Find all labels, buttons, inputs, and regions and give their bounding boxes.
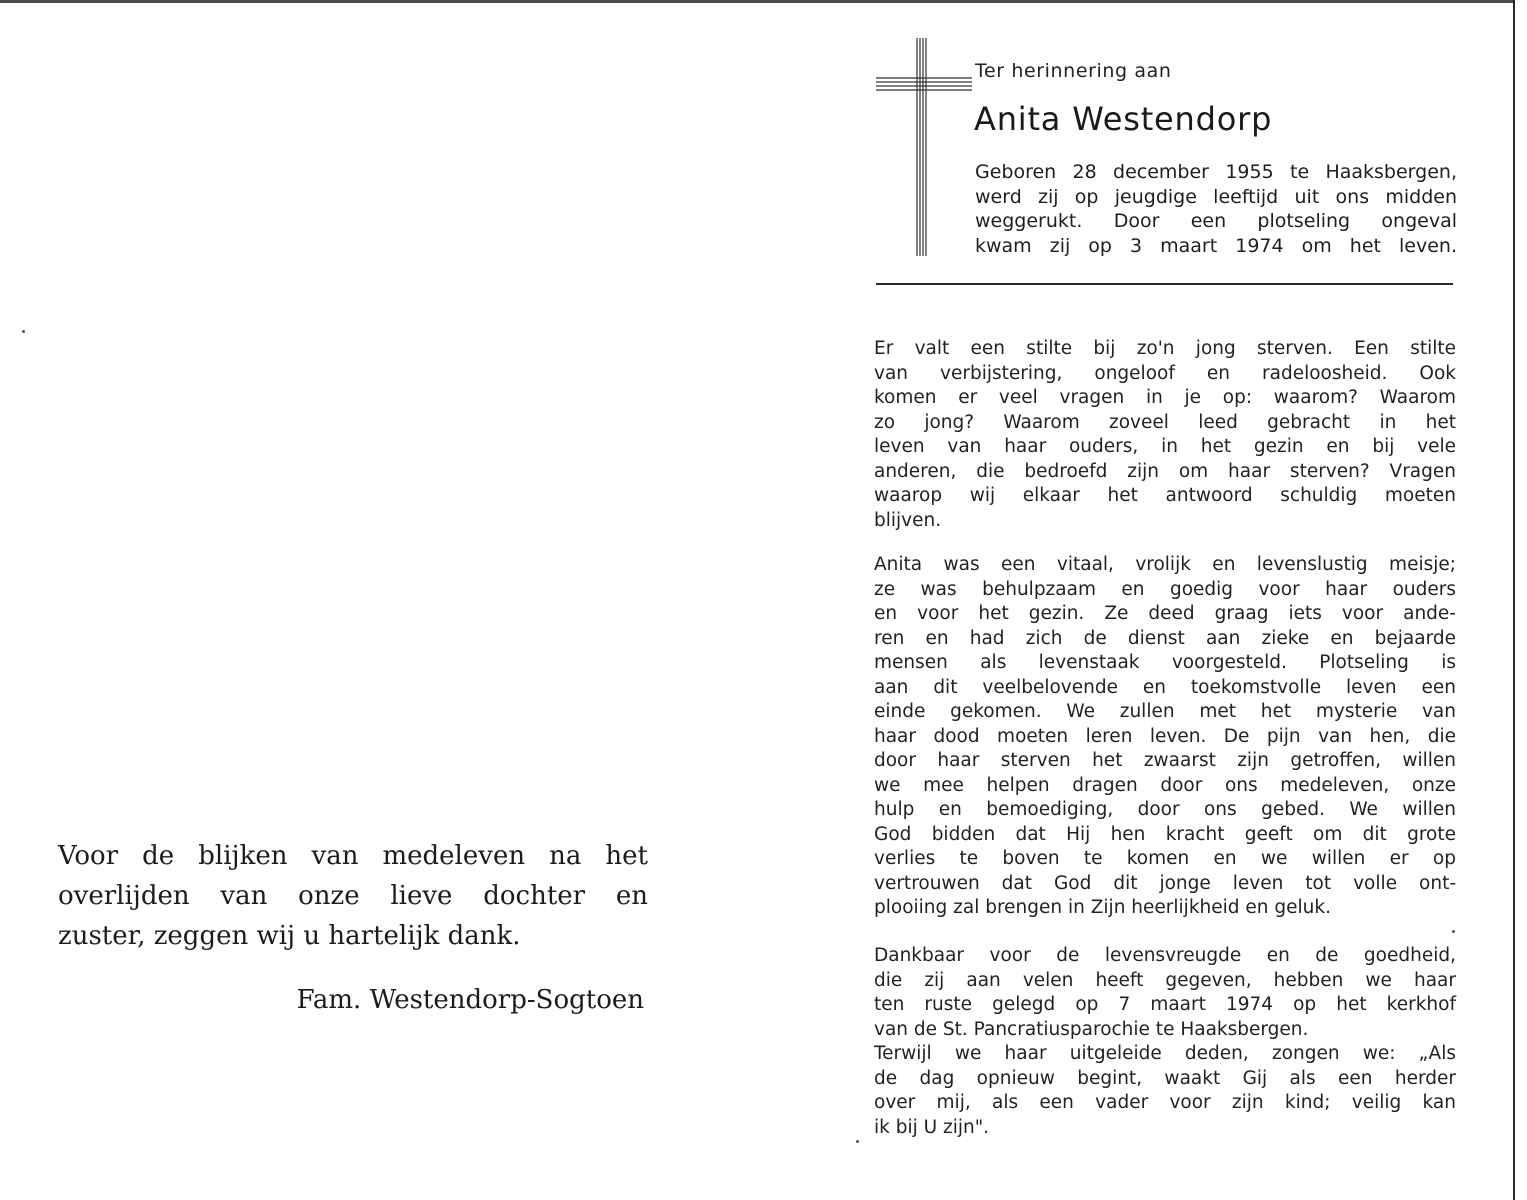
paragraph-about-anita (874, 553, 1456, 921)
text-line: Er valt een stilte bij zo'n jong sterven. Een stilte (874, 338, 1456, 359)
paragraph-burial (874, 944, 1456, 1140)
cross-icon (876, 38, 972, 258)
birth-line: Geboren 28 december 1955 te Haaksbergen, (975, 161, 1457, 183)
text-line: God bidden dat Hij hen kracht geeft om dit grote (874, 823, 1456, 845)
speck (1452, 930, 1455, 933)
text-line: de dag opnieuw begint, waakt Gij als een herder (874, 1067, 1456, 1089)
text-line: Dankbaar voor de levensvreugde en de goedheid, (874, 945, 1456, 966)
divider (876, 283, 1453, 285)
text-line: komen er veel vragen in je op: waarom? Waarom (874, 387, 1456, 408)
text-line: Anita was een vitaal, vrolijk en levenslustig meisje; (874, 554, 1456, 575)
deceased-name: Anita Westendorp (974, 100, 1273, 138)
birth-line: weggerukt. Door een plotseling ongeval (975, 210, 1457, 232)
birth-line: werd zij op jeugdige leeftijd uit ons midden (975, 185, 1457, 208)
thanks-line: Voor de blijken van medeleven na het (58, 841, 648, 871)
text-line: waarop wij elkaar het antwoord schuldig moeten (874, 485, 1456, 506)
text-line: ren en had zich de dienst aan zieke en bejaarde (874, 627, 1456, 649)
speck (856, 1140, 859, 1143)
paragraph-silence (874, 337, 1456, 533)
card-top-edge (0, 0, 1527, 3)
text-line: en voor het gezin. Ze deed graag iets voor ande- (874, 603, 1456, 624)
text-line: einde gekomen. We zullen met het mysterie van (874, 701, 1456, 722)
text-line: vertrouwen dat God dit jonge leven tot volle ont- (874, 872, 1456, 894)
text-line: van de St. Pancratiusparochie te Haaksbergen. (874, 1018, 1309, 1040)
text-line: Terwijl we haar uitgeleide deden, zongen we: „Als (874, 1043, 1456, 1064)
text-line: aan dit veelbelovende en toekomstvolle leven een (874, 676, 1456, 698)
text-line: door haar sterven het zwaarst zijn getroffen, willen (874, 750, 1456, 771)
text-line: mensen als levenstaak voorgesteld. Plotseling is (874, 652, 1456, 673)
family-signature: Fam. Westendorp-Sogtoen (296, 985, 644, 1015)
thanks-note (58, 836, 648, 956)
text-line: die zij aan velen heeft gegeven, hebben we haar (874, 969, 1456, 991)
birth-info (975, 160, 1457, 258)
speck (22, 330, 25, 333)
text-line: blijven. (874, 509, 942, 531)
text-line: over mij, als een vader voor zijn kind; veilig kan (874, 1092, 1456, 1113)
text-line: anderen, die bedroefd zijn om haar sterven? Vragen (874, 460, 1456, 482)
text-line: ik bij U zijn". (874, 1116, 990, 1138)
text-line: van verbijstering, ongeloof en radeloosheid. Ook (874, 362, 1456, 384)
card-right-edge (1513, 0, 1527, 1200)
thanks-line: overlijden van onze lieve dochter en (58, 881, 648, 911)
text-line: hulp en bemoediging, door ons gebed. We willen (874, 799, 1456, 820)
text-line: ze was behulpzaam en goedig voor haar ouders (874, 578, 1456, 600)
birth-line: kwam zij op 3 maart 1974 om het leven. (975, 234, 1457, 257)
text-line: zo jong? Waarom zoveel leed gebracht in het (874, 411, 1456, 433)
text-line: verlies te boven te komen en we willen er op (874, 848, 1456, 869)
text-line: ten ruste gelegd op 7 maart 1974 op het kerkhof (874, 994, 1456, 1015)
intro-text: Ter herinnering aan (975, 60, 1172, 82)
thanks-line: zuster, zeggen wij u hartelijk dank. (58, 921, 521, 951)
text-line: leven van haar ouders, in het gezin en bij vele (874, 436, 1456, 457)
text-line: plooiing zal brengen in Zijn heerlijkheid en geluk. (874, 897, 1331, 918)
text-line: haar dood moeten leren leven. De pijn van hen, die (874, 725, 1456, 747)
text-line: we mee helpen dragen door ons medeleven, onze (874, 774, 1456, 796)
